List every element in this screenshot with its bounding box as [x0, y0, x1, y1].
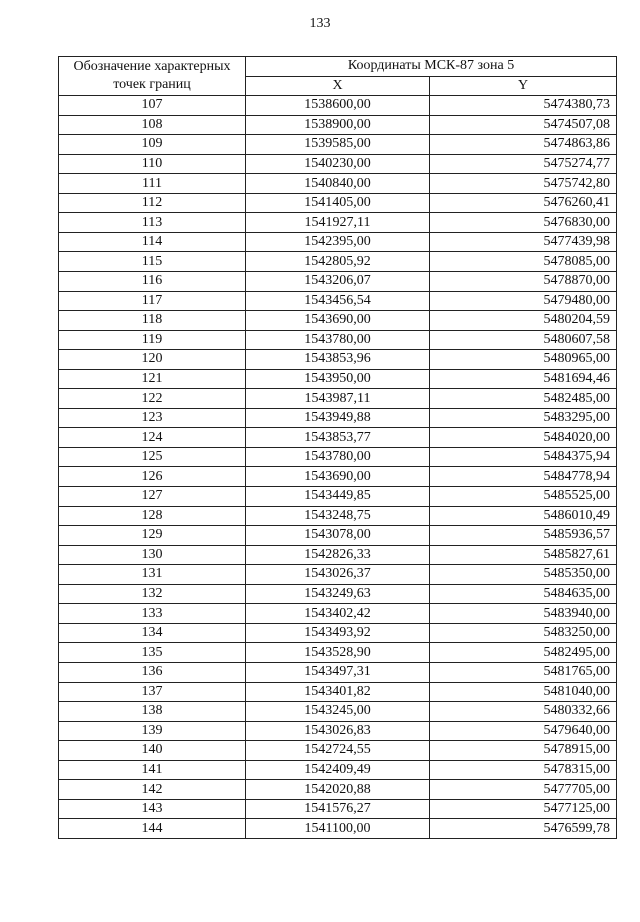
header-x: X: [246, 76, 430, 96]
table-row: [59, 96, 617, 116]
x-coordinate-cell: 1543078,00: [246, 526, 430, 546]
table-row: [59, 565, 617, 585]
table-row: [59, 487, 617, 507]
x-coordinate-cell: 1543987,11: [246, 389, 430, 409]
table-header: [59, 57, 617, 96]
y-coordinate-cell: 5483250,00: [430, 623, 617, 643]
y-coordinate-cell: 5478085,00: [430, 252, 617, 272]
point-number-cell: 110: [59, 154, 246, 174]
table-row: [59, 135, 617, 155]
table-row: [59, 545, 617, 565]
table-row: [59, 272, 617, 292]
y-coordinate-cell: 5476260,41: [430, 193, 617, 213]
y-coordinate-cell: 5484020,00: [430, 428, 617, 448]
y-coordinate-cell: 5478870,00: [430, 272, 617, 292]
point-number-cell: 137: [59, 682, 246, 702]
point-number-cell: 134: [59, 623, 246, 643]
y-coordinate-cell: 5486010,49: [430, 506, 617, 526]
y-coordinate-cell: 5485525,00: [430, 487, 617, 507]
table-row: [59, 721, 617, 741]
point-number-cell: 136: [59, 662, 246, 682]
table-row: [59, 369, 617, 389]
table-row: [59, 174, 617, 194]
y-coordinate-cell: 5479480,00: [430, 291, 617, 311]
y-coordinate-cell: 5484635,00: [430, 584, 617, 604]
table-row: [59, 760, 617, 780]
x-coordinate-cell: 1543780,00: [246, 330, 430, 350]
point-number-cell: 117: [59, 291, 246, 311]
point-number-cell: 138: [59, 702, 246, 722]
x-coordinate-cell: 1541100,00: [246, 819, 430, 839]
header-point-line2: точек границ: [113, 77, 191, 93]
point-number-cell: 111: [59, 174, 246, 194]
x-coordinate-cell: 1543456,54: [246, 291, 430, 311]
point-number-cell: 107: [59, 96, 246, 116]
table-row: [59, 682, 617, 702]
table-row: [59, 154, 617, 174]
table-row: [59, 350, 617, 370]
table-row: [59, 662, 617, 682]
x-coordinate-cell: 1539585,00: [246, 135, 430, 155]
table-row: [59, 447, 617, 467]
table-row: [59, 780, 617, 800]
y-coordinate-cell: 5477125,00: [430, 799, 617, 819]
table-row: [59, 193, 617, 213]
table-row: [59, 252, 617, 272]
y-coordinate-cell: 5476830,00: [430, 213, 617, 233]
point-number-cell: 112: [59, 193, 246, 213]
y-coordinate-cell: 5481040,00: [430, 682, 617, 702]
y-coordinate-cell: 5481765,00: [430, 662, 617, 682]
y-coordinate-cell: 5475274,77: [430, 154, 617, 174]
x-coordinate-cell: 1540840,00: [246, 174, 430, 194]
table-row: [59, 799, 617, 819]
y-coordinate-cell: 5480204,59: [430, 311, 617, 331]
point-number-cell: 121: [59, 369, 246, 389]
x-coordinate-cell: 1542826,33: [246, 545, 430, 565]
point-number-cell: 127: [59, 487, 246, 507]
y-coordinate-cell: 5484375,94: [430, 447, 617, 467]
y-coordinate-cell: 5477439,98: [430, 232, 617, 252]
point-number-cell: 142: [59, 780, 246, 800]
table-row: [59, 389, 617, 409]
y-coordinate-cell: 5474507,08: [430, 115, 617, 135]
point-number-cell: 135: [59, 643, 246, 663]
x-coordinate-cell: 1543493,92: [246, 623, 430, 643]
point-number-cell: 123: [59, 408, 246, 428]
y-coordinate-cell: 5480607,58: [430, 330, 617, 350]
point-number-cell: 114: [59, 232, 246, 252]
point-number-cell: 140: [59, 741, 246, 761]
y-coordinate-cell: 5479640,00: [430, 721, 617, 741]
x-coordinate-cell: 1540230,00: [246, 154, 430, 174]
point-number-cell: 129: [59, 526, 246, 546]
table-row: [59, 330, 617, 350]
table-row: [59, 232, 617, 252]
point-number-cell: 116: [59, 272, 246, 292]
y-coordinate-cell: 5478315,00: [430, 760, 617, 780]
page-number: 133: [309, 16, 331, 31]
y-coordinate-cell: 5477705,00: [430, 780, 617, 800]
x-coordinate-cell: 1543245,00: [246, 702, 430, 722]
point-number-cell: 115: [59, 252, 246, 272]
x-coordinate-cell: 1543497,31: [246, 662, 430, 682]
x-coordinate-cell: 1541576,27: [246, 799, 430, 819]
point-number-cell: 131: [59, 565, 246, 585]
header-y: Y: [430, 76, 617, 96]
x-coordinate-cell: 1542724,55: [246, 741, 430, 761]
point-number-cell: 139: [59, 721, 246, 741]
x-coordinate-cell: 1543780,00: [246, 447, 430, 467]
table-row: [59, 115, 617, 135]
point-number-cell: 119: [59, 330, 246, 350]
x-coordinate-cell: 1543401,82: [246, 682, 430, 702]
table-row: [59, 623, 617, 643]
point-number-cell: 109: [59, 135, 246, 155]
y-coordinate-cell: 5482495,00: [430, 643, 617, 663]
table-row: [59, 604, 617, 624]
table-row: [59, 291, 617, 311]
y-coordinate-cell: 5476599,78: [430, 819, 617, 839]
x-coordinate-cell: 1543690,00: [246, 467, 430, 487]
x-coordinate-cell: 1542020,88: [246, 780, 430, 800]
x-coordinate-cell: 1543949,88: [246, 408, 430, 428]
point-number-cell: 132: [59, 584, 246, 604]
point-number-cell: 143: [59, 799, 246, 819]
point-number-cell: 130: [59, 545, 246, 565]
table-row: [59, 819, 617, 839]
table-row: [59, 584, 617, 604]
point-number-cell: 120: [59, 350, 246, 370]
x-coordinate-cell: 1541927,11: [246, 213, 430, 233]
point-number-cell: 128: [59, 506, 246, 526]
y-coordinate-cell: 5485827,61: [430, 545, 617, 565]
x-coordinate-cell: 1543950,00: [246, 369, 430, 389]
y-coordinate-cell: 5475742,80: [430, 174, 617, 194]
y-coordinate-cell: 5474863,86: [430, 135, 617, 155]
header-coordinates: Координаты МСК-87 зона 5: [246, 57, 617, 77]
table-row: [59, 526, 617, 546]
x-coordinate-cell: 1543026,83: [246, 721, 430, 741]
header-point-line1: Обозначение характерных: [73, 59, 231, 75]
x-coordinate-cell: 1543853,77: [246, 428, 430, 448]
table-row: [59, 213, 617, 233]
x-coordinate-cell: 1541405,00: [246, 193, 430, 213]
y-coordinate-cell: 5480332,66: [430, 702, 617, 722]
point-number-cell: 144: [59, 819, 246, 839]
x-coordinate-cell: 1542395,00: [246, 232, 430, 252]
table-row: [59, 428, 617, 448]
table-row: [59, 408, 617, 428]
x-coordinate-cell: 1542805,92: [246, 252, 430, 272]
x-coordinate-cell: 1543690,00: [246, 311, 430, 331]
y-coordinate-cell: 5483940,00: [430, 604, 617, 624]
y-coordinate-cell: 5478915,00: [430, 741, 617, 761]
y-coordinate-cell: 5480965,00: [430, 350, 617, 370]
table-row: [59, 467, 617, 487]
y-coordinate-cell: 5484778,94: [430, 467, 617, 487]
point-number-cell: 124: [59, 428, 246, 448]
x-coordinate-cell: 1543528,90: [246, 643, 430, 663]
point-number-cell: 113: [59, 213, 246, 233]
x-coordinate-cell: 1543248,75: [246, 506, 430, 526]
table-body: [59, 96, 617, 839]
x-coordinate-cell: 1543026,37: [246, 565, 430, 585]
y-coordinate-cell: 5485936,57: [430, 526, 617, 546]
point-number-cell: 141: [59, 760, 246, 780]
header-point-designation: [59, 57, 246, 96]
point-number-cell: 122: [59, 389, 246, 409]
x-coordinate-cell: 1542409,49: [246, 760, 430, 780]
y-coordinate-cell: 5483295,00: [430, 408, 617, 428]
x-coordinate-cell: 1543249,63: [246, 584, 430, 604]
y-coordinate-cell: 5482485,00: [430, 389, 617, 409]
table-row: [59, 506, 617, 526]
table-row: [59, 643, 617, 663]
x-coordinate-cell: 1538600,00: [246, 96, 430, 116]
point-number-cell: 108: [59, 115, 246, 135]
point-number-cell: 133: [59, 604, 246, 624]
table-row: [59, 311, 617, 331]
x-coordinate-cell: 1543449,85: [246, 487, 430, 507]
coordinates-table: [58, 56, 617, 839]
point-number-cell: 126: [59, 467, 246, 487]
x-coordinate-cell: 1543402,42: [246, 604, 430, 624]
y-coordinate-cell: 5481694,46: [430, 369, 617, 389]
x-coordinate-cell: 1538900,00: [246, 115, 430, 135]
y-coordinate-cell: 5474380,73: [430, 96, 617, 116]
point-number-cell: 125: [59, 447, 246, 467]
table-row: [59, 741, 617, 761]
x-coordinate-cell: 1543206,07: [246, 272, 430, 292]
y-coordinate-cell: 5485350,00: [430, 565, 617, 585]
table-row: [59, 702, 617, 722]
point-number-cell: 118: [59, 311, 246, 331]
x-coordinate-cell: 1543853,96: [246, 350, 430, 370]
